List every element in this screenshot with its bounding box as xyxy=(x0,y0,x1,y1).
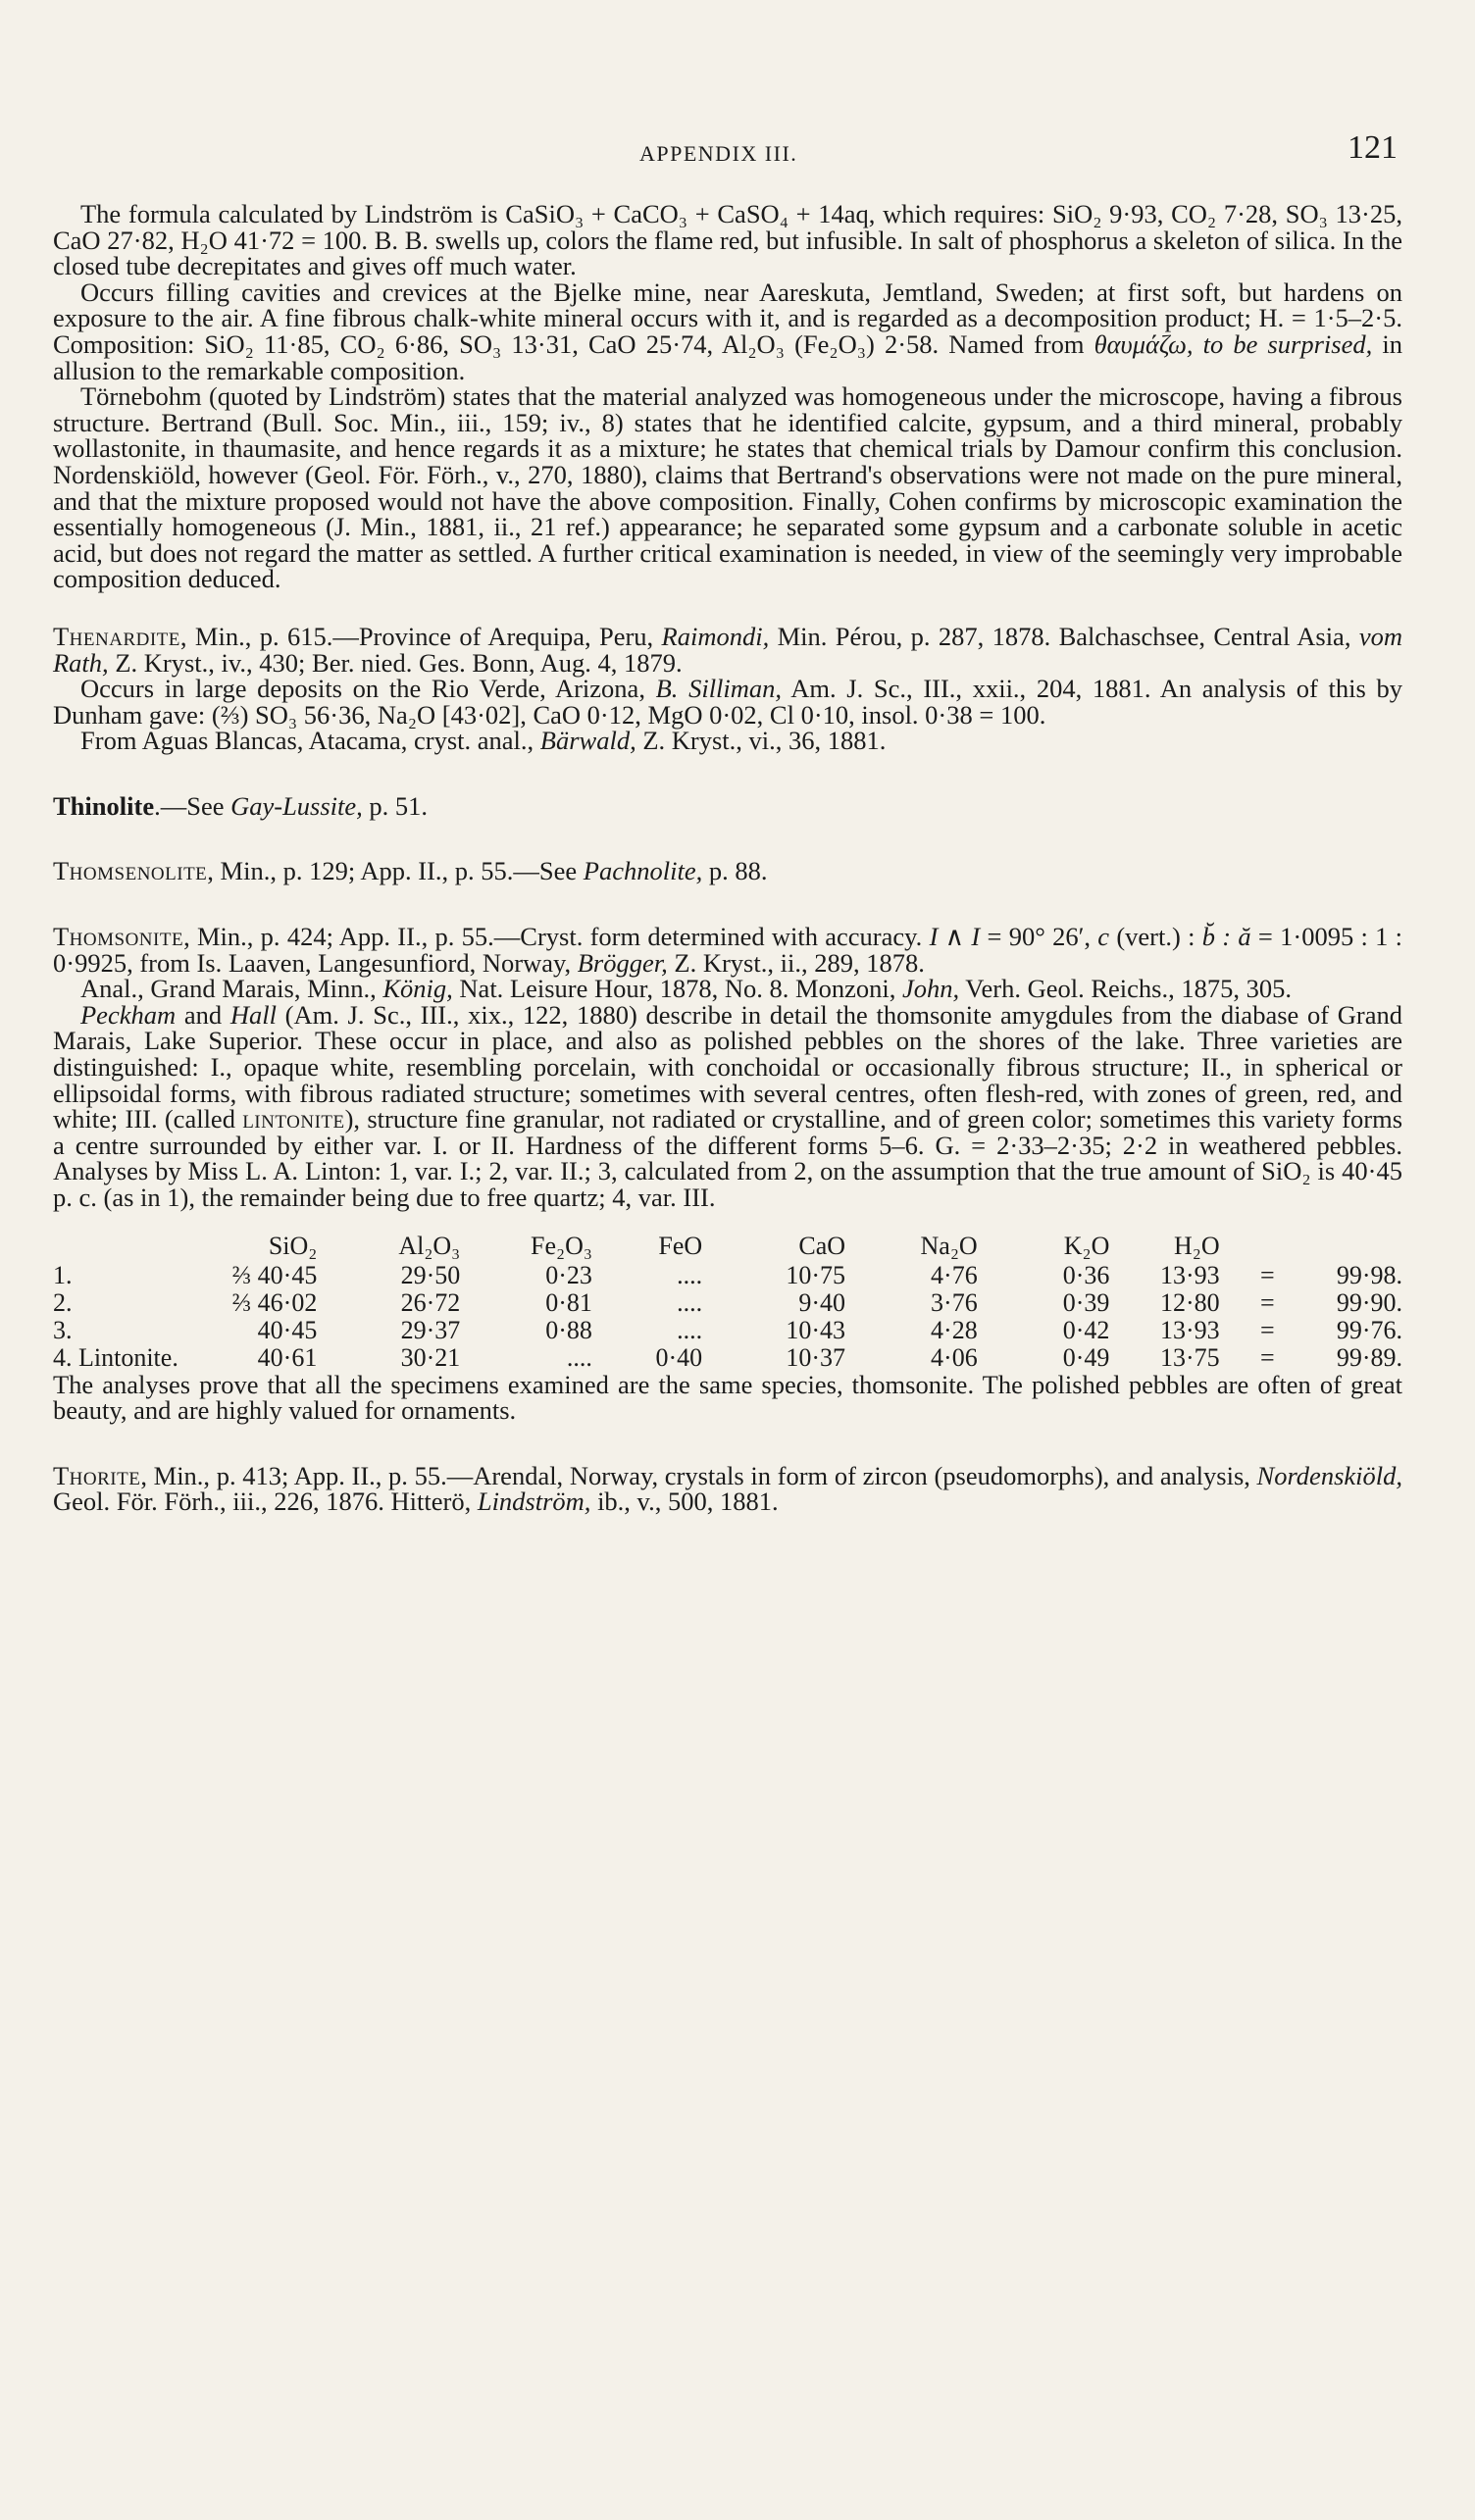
entry-paragraph: Thomsonite, Min., p. 424; App. II., p. 55.—Cryst. form determined with accuracy. I ∧ I = 90° 26′, c (vert.) : b̆ : ă = 1·0095 : 1 : 0·9925, from Is. Laaven, Langesunfiord, Norway, Brögger, Z. Kryst., ii., 289, 1878. xyxy=(53,922,1403,978)
paragraph: Törnebohm (quoted by Lindström) states that the material analyzed was homogeneous under the microscope, having a fibrous structure. Bertrand (Bull. Soc. Min., iii., 159; iv., 8) states that he identified calcite, gypsum, and a third mineral, probably wollastonite, in thaumasite, and hence regards it as a mixture; he states that chemical trials by Damour confirm this conclusion. Nordenskiöld, however (Geol. För. Förh., v., 270, 1880), claims that Bertrand's observations were not made on the pure mineral, and that the mixture proposed would not have the above composition. Finally, Cohen confirms by microscopic examination the essentially homogeneous (J. Min., 1881, ii., 21 ref.) appearance; he separated some gypsum and a carbonate soluble in acetic acid, but does not regard the matter as settled. A further critical examination is needed, in view of the seemingly very improbable composition deduced. xyxy=(53,381,1402,594)
table-cell: 99·90. xyxy=(1336,1287,1402,1317)
table-cell: 40·45 xyxy=(257,1315,318,1344)
table-cell: 99·76. xyxy=(1336,1315,1402,1344)
column-header: K₂O xyxy=(1063,1231,1110,1260)
table-cell: ⅔ 40·45 xyxy=(231,1260,318,1289)
table-row xyxy=(53,1289,1402,1317)
author-ref: Bärwald, xyxy=(539,726,636,756)
paragraph: Peckham and Hall (Am. J. Sc., III., xix., 122, 1880) describe in detail the thomsonite amygdules from the diabase of Grand Marais, Lake Superior. These occur in place, and also as polished pebbles on the shores of the lake. Three varieties are distinguished: I., opaque white, resembling porcelain, with conchoidal or occasionally fibrous structure; II., in spherical or ellipsoidal forms, with fibrous radiated structure; sometimes with several centres, often flesh-red, with zones of green, red, and white; III. (called lintonite), structure fine granular, not radiated or crystalline, and of green color; sometimes this variety forms a centre surrounded by either var. I. or II. Hardness of the different forms 5–6. G. = 2·33–2·35; 2·2 in weathered pebbles. Analyses by Miss L. A. Linton: 1, var. I.; 2, var. II.; 3, calculated from 2, on the assumption that the true amount of SiO₂ is 40·45 p. c. (as in 1), the remainder being due to free quartz; 4, var. III. xyxy=(53,999,1403,1212)
table-cell: 30·21 xyxy=(400,1342,461,1372)
entry-title: Thomsenolite xyxy=(53,856,208,886)
table-cell: .... xyxy=(677,1260,703,1289)
table-cell: 13·93 xyxy=(1159,1260,1220,1289)
column-header xyxy=(1220,1233,1275,1262)
thaumasite-section xyxy=(53,201,1402,592)
table-cell: 1. xyxy=(53,1260,73,1289)
table-cell: 9·40 xyxy=(798,1287,846,1317)
variety-name: lintonite xyxy=(242,1104,345,1134)
entry-title: Thinolite xyxy=(53,790,155,821)
entry-title: Thenardite xyxy=(53,621,180,651)
author-ref: John, xyxy=(902,974,960,1004)
column-header xyxy=(1275,1233,1402,1262)
page-header xyxy=(0,129,1475,169)
column-header: Al₂O₃ xyxy=(398,1231,461,1260)
thinolite-section xyxy=(53,790,1402,821)
author-ref: König, xyxy=(382,974,453,1004)
table-cell: 13·93 xyxy=(1159,1315,1220,1344)
table-cell: = xyxy=(1260,1287,1275,1317)
column-header: SiO₂ xyxy=(268,1231,318,1260)
entry-paragraph: Thomsenolite, Min., p. 129; App. II., p. 55.—See Pachnolite, p. 88. xyxy=(53,856,768,886)
thomsonite-section xyxy=(53,924,1402,1424)
analyses-table xyxy=(53,1233,1402,1372)
table-cell: 40·61 xyxy=(257,1342,318,1372)
thomsenolite-section xyxy=(53,858,1402,884)
author-ref: Peckham xyxy=(80,999,177,1030)
table-cell: 3. xyxy=(53,1315,73,1344)
table-cell: .... xyxy=(677,1287,703,1317)
table-cell: 0·88 xyxy=(545,1315,592,1344)
table-cell: 12·80 xyxy=(1159,1287,1220,1317)
cross-ref: Pachnolite, xyxy=(583,856,703,886)
column-header: H₂O xyxy=(1173,1231,1220,1260)
column-header xyxy=(53,1233,196,1262)
table-cell: ⅔ 46·02 xyxy=(231,1287,318,1317)
table-cell: 4·06 xyxy=(931,1342,978,1372)
table-cell: .... xyxy=(677,1315,703,1344)
table-cell: = xyxy=(1260,1342,1275,1372)
author-ref: B. Silliman, xyxy=(655,674,783,704)
table-row xyxy=(53,1344,1402,1372)
entry-paragraph: Thenardite, Min., p. 615.—Province of Arequipa, Peru, Raimondi, Min. Pérou, p. 287, 1878. Balchaschsee, Central Asia, vom Rath, Z. Kryst., iv., 430; Ber. nied. Ges. Bonn, Aug. 4, 1879. xyxy=(53,621,1402,678)
table-cell: 13·75 xyxy=(1159,1342,1220,1372)
paragraph: Anal., Grand Marais, Minn., König, Nat. Leisure Hour, 1878, No. 8. Monzoni, John, Verh. Geol. Reichs., 1875, 305. xyxy=(80,974,1292,1004)
table-cell: 10·37 xyxy=(786,1342,846,1372)
table-cell: 0·81 xyxy=(545,1287,592,1317)
paragraph: The analyses prove that all the specimens examined are the same species, thomsonite. The polished pebbles are often of great beauty, and are highly valued for ornaments. xyxy=(53,1369,1402,1426)
entry-title: Thorite xyxy=(53,1460,141,1490)
table-cell: 4·76 xyxy=(931,1260,978,1289)
table-cell: 0·39 xyxy=(1062,1287,1110,1317)
table-cell: 4. Lintonite. xyxy=(53,1342,178,1372)
author-ref: vom Rath, xyxy=(53,621,1402,678)
table-cell: = xyxy=(1260,1260,1275,1289)
column-header: Na₂O xyxy=(920,1231,978,1260)
table-cell: 29·37 xyxy=(400,1315,461,1344)
table-cell: 26·72 xyxy=(400,1287,461,1317)
etymology: θαυμάζω, to be surprised, xyxy=(1094,328,1373,359)
table-cell: 10·75 xyxy=(786,1260,846,1289)
table-cell: 0·23 xyxy=(545,1260,592,1289)
paragraph: Occurs filling cavities and crevices at the Bjelke mine, near Aareskuta, Jemtland, Sweden; at first soft, but hardens on exposure to the air. A fine fibrous chalk-white mineral occurs with it, and is regarded as a decomposition product; H. = 1·5–2·5. Composition: SiO₂ 11·85, CO₂ 6·86, SO₃ 13·31, CaO 25·74, Al₂O₃ (Fe₂O₃) 2·58. Named from θαυμάζω, to be surprised, in allusion to the remarkable composition. xyxy=(53,277,1402,385)
table-cell: 3·76 xyxy=(931,1287,978,1317)
thorite-section xyxy=(53,1460,1402,1517)
author-ref: Lindström, xyxy=(477,1487,591,1517)
table-cell: 99·98. xyxy=(1336,1260,1402,1289)
page-number: 121 xyxy=(1348,129,1398,166)
table-cell: .... xyxy=(566,1342,592,1372)
table-cell: 0·36 xyxy=(1062,1260,1110,1289)
table-cell: 0·49 xyxy=(1062,1342,1110,1372)
author-ref: Raimondi, xyxy=(661,621,770,651)
table-cell: = xyxy=(1260,1315,1275,1344)
column-header: CaO xyxy=(798,1231,846,1260)
paragraph: Occurs in large deposits on the Rio Verde, Arizona, B. Silliman, Am. J. Sc., III., xxii., 204, 1881. An analysis of this by Dunham gave: (⅔) SO₃ 56·36, Na₂O [43·02], CaO 0·12, MgO 0·02, Cl 0·10, insol. 0·38 = 100. xyxy=(53,674,1402,730)
entry-paragraph: Thinolite.—See Gay-Lussite, p. 51. xyxy=(53,790,429,821)
column-header: Fe₂O₃ xyxy=(531,1231,592,1260)
entry-title: Thomsonite xyxy=(53,922,184,952)
running-head: APPENDIX III. xyxy=(639,141,798,166)
table-cell: 29·50 xyxy=(400,1260,461,1289)
table-cell: 99·89. xyxy=(1336,1342,1402,1372)
author-ref: Hall xyxy=(229,999,277,1030)
table-row xyxy=(53,1262,1402,1289)
author-ref: Brögger, xyxy=(577,947,668,978)
cross-ref: Gay-Lussite, xyxy=(230,790,363,821)
thenardite-section xyxy=(53,621,1402,756)
table-cell: 0·40 xyxy=(655,1342,703,1372)
column-header: FeO xyxy=(658,1231,703,1260)
entry-paragraph: Thorite, Min., p. 413; App. II., p. 55.—Arendal, Norway, crystals in form of zircon (pseudomorphs), and analysis, Nordenskiöld, Geol. För. Förh., iii., 226, 1876. Hitterö, Lindström, ib., v., 500, 1881. xyxy=(53,1460,1402,1517)
table-cell: 0·42 xyxy=(1062,1315,1110,1344)
author-ref: Nordenskiöld, xyxy=(1256,1460,1402,1490)
table-header-row xyxy=(53,1233,1402,1262)
paragraph: From Aguas Blancas, Atacama, cryst. anal., Bärwald, Z. Kryst., vi., 36, 1881. xyxy=(80,726,887,756)
table-cell: 4·28 xyxy=(931,1315,978,1344)
table-cell: 10·43 xyxy=(786,1315,846,1344)
table-row xyxy=(53,1317,1402,1344)
table-cell: 2. xyxy=(53,1287,73,1317)
paragraph: The formula calculated by Lindström is CaSiO₃ + CaCO₃ + CaSO₄ + 14aq, which requires: SiO₂ 9·93, CO₂ 7·28, SO₃ 13·25, CaO 27·82, H₂O 41·72 = 100. B. B. swells up, colors the flame red, but infusible. In salt of phosphorus a skeleton of silica. In the closed tube decrepitates and gives off much water. xyxy=(53,199,1402,281)
page-body xyxy=(53,201,1402,1515)
